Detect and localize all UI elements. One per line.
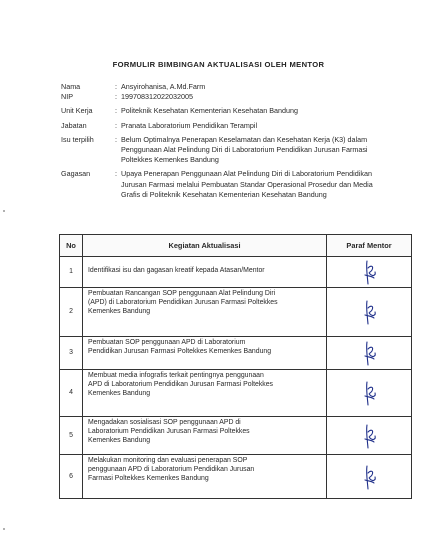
mentor-signature-cell [327,337,412,370]
position-value: Pranata Laboratorium Pendidikan Terampil [121,120,258,130]
activity-line: Membuat media infografis terkait pentingnya penggunaan [88,372,264,379]
position-label: Jabatan [61,120,87,130]
row-number: 6 [60,455,83,499]
header-activity: Kegiatan Aktualisasi [83,235,327,257]
unit-label: Unit Kerja [61,106,93,116]
activity-line: Kemenkes Bandung [88,437,151,445]
table-row [60,288,412,337]
idea-value [121,169,411,200]
activity-line: penggunaan APD di Laboratorium Pendidikan Jurusan [88,466,255,474]
issue-line: Belum Optimalnya Penerapan Keselamatan dan Kesehatan Kerja (K3) dalam [121,134,368,144]
activity-line: Melakukan monitoring dan evaluasi penerapan SOP [88,457,248,464]
unit-row: Unit Kerja : Politeknik Kesehatan Kementerian Kesehatan Bandung [61,106,411,116]
activity-line: Kemenkes Bandung [88,308,151,316]
idea-line: Jurusan Farmasi melalui Pembuatan Standar Operasional Prosedur dan Media [121,179,373,189]
activity-line: Pendidikan Jurusan Farmasi Poltekkes Kemenkes Bandung [88,348,272,356]
issue-line: Penggunaan Alat Pelindung Diri di Laboratorium Pendidikan Jurusan Farmasi [121,145,368,155]
activity-line: Identifikasi isu dan gagasan kreatif kepada Atasan/Mentor [88,267,265,275]
mentor-signature [358,339,380,367]
activity-cell [83,257,327,288]
table-row [60,417,412,455]
idea-row: Gagasan : Upaya Penerapan Penggunaan Alat Pelindung Diri di Laboratorium Pendidikan Jurusan Farmasi melalui Pembuatan Standar Operasional Prosedur dan Media Grafis di Politeknik Kesehatan Kementerian Kesehatan Bandung [61,169,411,200]
activity-cell [83,288,327,337]
table-row [60,337,412,370]
identity-section [61,82,411,200]
table-header-row [60,235,412,257]
scan-speck [3,210,5,212]
mentor-signature [358,379,380,407]
guidance-table [59,234,412,499]
row-number: 2 [60,288,83,337]
unit-value: Politeknik Kesehatan Kementerian Kesehatan Bandung [121,106,299,116]
activity-line: Pembuatan SOP penggunaan APD di Laboratorium [88,339,246,346]
mentor-signature-cell [327,455,412,499]
activity-cell [83,417,327,455]
activity-line: (APD) di Laboratorium Pendidikan Jurusan Farmasi Poltekkes [88,299,278,307]
mentor-signature-cell [327,257,412,288]
nip-label: NIP [61,92,73,102]
mentor-signature-cell [327,288,412,337]
activity-line: Kemenkes Bandung [88,390,151,398]
issue-row: Isu terpilih : Belum Optimalnya Penerapan Keselamatan dan Kesehatan Kerja (K3) dalam Penggunaan Alat Pelindung Diri di Laboratorium Pendidikan Jurusan Farmasi Poltekkes Kemenkes Bandung [61,135,411,166]
idea-label: Gagasan [61,169,91,179]
nip-value: 199708312022032005 [121,92,193,102]
idea-line: Upaya Penerapan Penggunaan Alat Pelindung Diri di Laboratorium Pendidikan [121,169,372,179]
activity-line: Pembuatan Rancangan SOP penggunaan Alat Pelindung Diri [88,290,276,297]
table-row [60,455,412,499]
name-value: Ansyirohanisa, A.Md.Farm [121,82,206,91]
position-row: Jabatan : Pranata Laboratorium Pendidikan Terampil [61,121,411,131]
name-label: Nama [61,82,81,91]
mentor-signature [358,422,380,450]
mentor-signature [358,258,380,286]
mentor-signature-cell [327,417,412,455]
row-number: 5 [60,417,83,455]
name-row: Nama : Ansyirohanisa, A.Md.Farm [61,82,411,92]
activity-line: Laboratorium Pendidikan Jurusan Farmasi Poltekkes [88,428,250,436]
issue-line: Poltekkes Kemenkes Bandung [121,155,219,165]
row-number: 4 [60,370,83,417]
row-number: 3 [60,337,83,370]
table-row [60,257,412,288]
scan-speck [3,528,5,530]
activity-line: APD di Laboratorium Pendidikan Jurusan Farmasi Poltekkes [88,381,273,389]
nip-row: NIP : 199708312022032005 [61,92,411,102]
activity-line: Mengadakan sosialisasi SOP penggunaan APD di [88,419,241,426]
issue-label: Isu terpilih [61,134,94,144]
activity-line: Farmasi Poltekkes Kemenkes Bandung [88,475,209,483]
activity-cell [83,370,327,417]
header-no: No [60,235,83,257]
issue-value [121,135,411,166]
mentor-signature [358,298,380,326]
idea-line: Grafis di Politeknik Kesehatan Kementerian Kesehatan Bandung [121,189,327,199]
row-number: 1 [60,257,83,288]
activity-cell [83,337,327,370]
mentor-signature-cell [327,370,412,417]
header-sign: Paraf Mentor [327,235,412,257]
form-title: FORMULIR BIMBINGAN AKTUALISASI OLEH MENTOR [112,60,325,69]
activity-cell [83,455,327,499]
table-row [60,370,412,417]
mentor-signature [358,463,380,491]
